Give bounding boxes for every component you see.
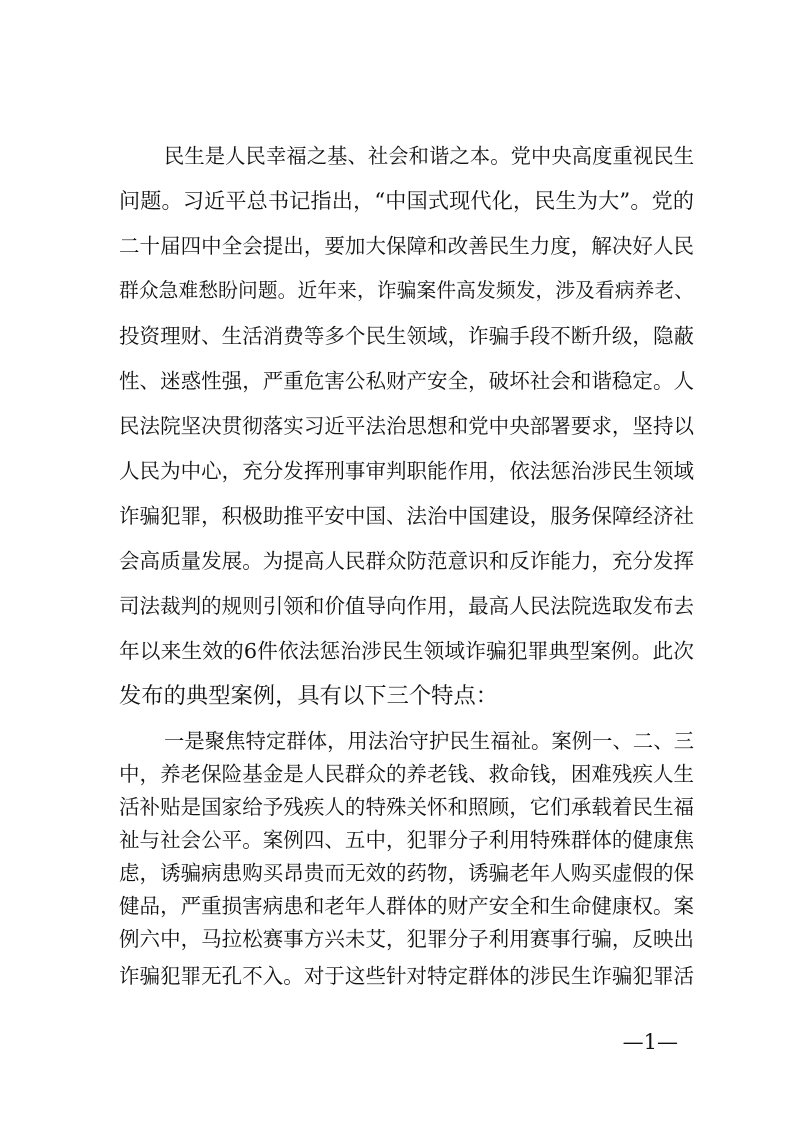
paragraph-1-line-9: 诈骗犯罪，积极助推平安中国、法治中国建设，服务保障经济社: [119, 504, 694, 528]
paragraph-1-line-10: 会高质量发展。为提高人民群众防范意识和反诈能力，充分发挥: [119, 549, 694, 573]
paragraph-1-line-13: 发布的典型案例，具有以下三个特点：: [119, 683, 499, 709]
paragraph-2-line-5: 虑，诱骗病患购买昂贵而无效的药物，诱骗老年人购买虚假的保: [119, 861, 694, 885]
paragraph-2-line-4: 祉与社会公平。案例四、五中，犯罪分子利用特殊群体的健康焦: [119, 828, 694, 852]
paragraph-1-line-12: 年以来生效的6件依法惩治涉民生领域诈骗犯罪典型案例。此次: [119, 639, 694, 663]
paragraph-1-line-2: 问题。习近平总书记指出，“中国式现代化，民生为大”。党的: [119, 188, 694, 213]
paragraph-1-line-3: 二十届四中全会提出，要加大保障和改善民生力度，解决好人民: [119, 234, 694, 258]
paragraph-2-line-3: 活补贴是国家给予残疾人的特殊关怀和照顾，它们承载着民生福: [119, 795, 694, 819]
paragraph-1-line-11: 司法裁判的规则引领和价值导向作用，最高人民法院选取发布去: [119, 594, 694, 618]
paragraph-2-line-7: 例六中，马拉松赛事方兴未艾，犯罪分子利用赛事行骗，反映出: [119, 927, 694, 951]
paragraph-1-line-4: 群众急难愁盼问题。近年来，诈骗案件高发频发，涉及看病养老、: [119, 279, 694, 302]
paragraph-1-line-1: 民生是人民幸福之基、社会和谐之本。党中央高度重视民生: [164, 144, 694, 168]
paragraph-1-line-7: 民法院坚决贯彻落实习近平法治思想和党中央部署要求，坚持以: [119, 414, 694, 438]
paragraph-2-line-8: 诈骗犯罪无孔不入。对于这些针对特定群体的涉民生诈骗犯罪活: [119, 964, 694, 988]
page-number: —1—: [622, 1030, 678, 1054]
paragraph-1-line-6: 性、迷惑性强，严重危害公私财产安全，破坏社会和谐稳定。人: [119, 369, 694, 393]
paragraph-2-line-2: 中，养老保险基金是人民群众的养老钱、救命钱，困难残疾人生: [119, 762, 694, 786]
paragraph-1-line-8: 人民为中心，充分发挥刑事审判职能作用，依法惩治涉民生领域: [119, 459, 694, 483]
paragraph-2-line-1: 一是聚焦特定群体，用法治守护民生福祉。案例一、二、三: [164, 729, 694, 753]
paragraph-1-line-5: 投资理财、生活消费等多个民生领域，诈骗手段不断升级，隐蔽: [119, 324, 694, 348]
paragraph-2-line-6: 健品，严重损害病患和老年人群体的财产安全和生命健康权。案: [119, 894, 694, 918]
